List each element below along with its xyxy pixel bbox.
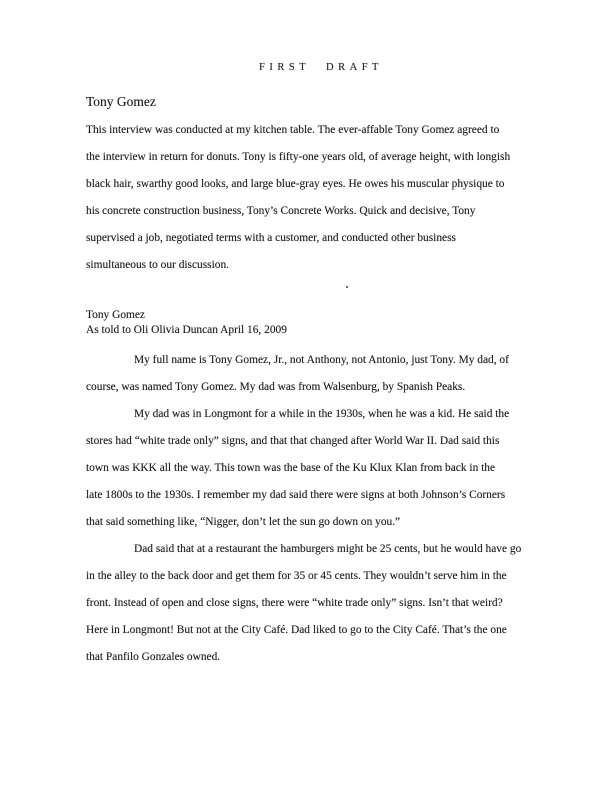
author-heading: Tony Gomez: [86, 94, 156, 109]
intro-paragraph: [86, 117, 556, 279]
text-line: black hair, swarthy good looks, and large blue-gray eyes. He owes his muscular physique to: [86, 178, 505, 190]
text-line: course, was named Tony Gomez. My dad was from Walsenburg, by Spanish Peaks.: [86, 381, 466, 393]
text-line: Here in Longmont! But not at the City Café. Dad liked to go to the City Café. That’s the one: [86, 624, 507, 636]
paragraph: [86, 347, 556, 401]
interview-title-block: [86, 308, 556, 337]
text-line: town was KKK all the way. This town was the base of the Ku Klux Klan from back in the: [86, 462, 496, 474]
scan-speck: [346, 286, 348, 288]
text-line: This interview was conducted at my kitchen table. The ever-affable Tony Gomez agreed to: [86, 124, 500, 136]
text-line: My full name is Tony Gomez, Jr., not Anthony, not Antonio, just Tony. My dad, of: [134, 354, 509, 366]
text-line: in the alley to the back door and get them for 35 or 45 cents. They wouldn’t serve him in the: [86, 570, 507, 582]
paragraph: [86, 401, 556, 536]
text-line: front. Instead of open and close signs, there were “white trade only” signs. Isn’t that weird?: [86, 597, 503, 609]
text-line: that Panfilo Gonzales owned.: [86, 651, 221, 663]
interview-speaker: Tony Gomez: [86, 309, 145, 321]
interview-attribution: As told to Oli Olivia Duncan April 16, 2009: [86, 323, 287, 336]
text-line: simultaneous to our discussion.: [86, 259, 230, 271]
text-line: Dad said that at a restaurant the hamburgers might be 25 cents, but he would have go: [134, 543, 522, 555]
text-line: the interview in return for donuts. Tony is fifty-one years old, of average height, with longish: [86, 151, 511, 163]
text-line: late 1800s to the 1930s. I remember my dad said there were signs at both Johnson’s Corners: [86, 489, 506, 501]
text-line: that said something like, “Nigger, don’t let the sun go down on you.”: [86, 516, 401, 528]
text-line: his concrete construction business, Tony’s Concrete Works. Quick and decisive, Tony: [86, 205, 476, 217]
interview-body: [86, 347, 556, 671]
paragraph: [86, 536, 556, 671]
text-line: supervised a job, negotiated terms with a customer, and conducted other business: [86, 232, 456, 244]
draft-watermark: FIRST DRAFT: [259, 62, 383, 73]
page-content: [86, 0, 556, 671]
text-line: stores had “white trade only” signs, and that that changed after World War II. Dad said this: [86, 435, 500, 447]
text-line: My dad was in Longmont for a while in the 1930s, when he was a kid. He said the: [134, 408, 510, 420]
